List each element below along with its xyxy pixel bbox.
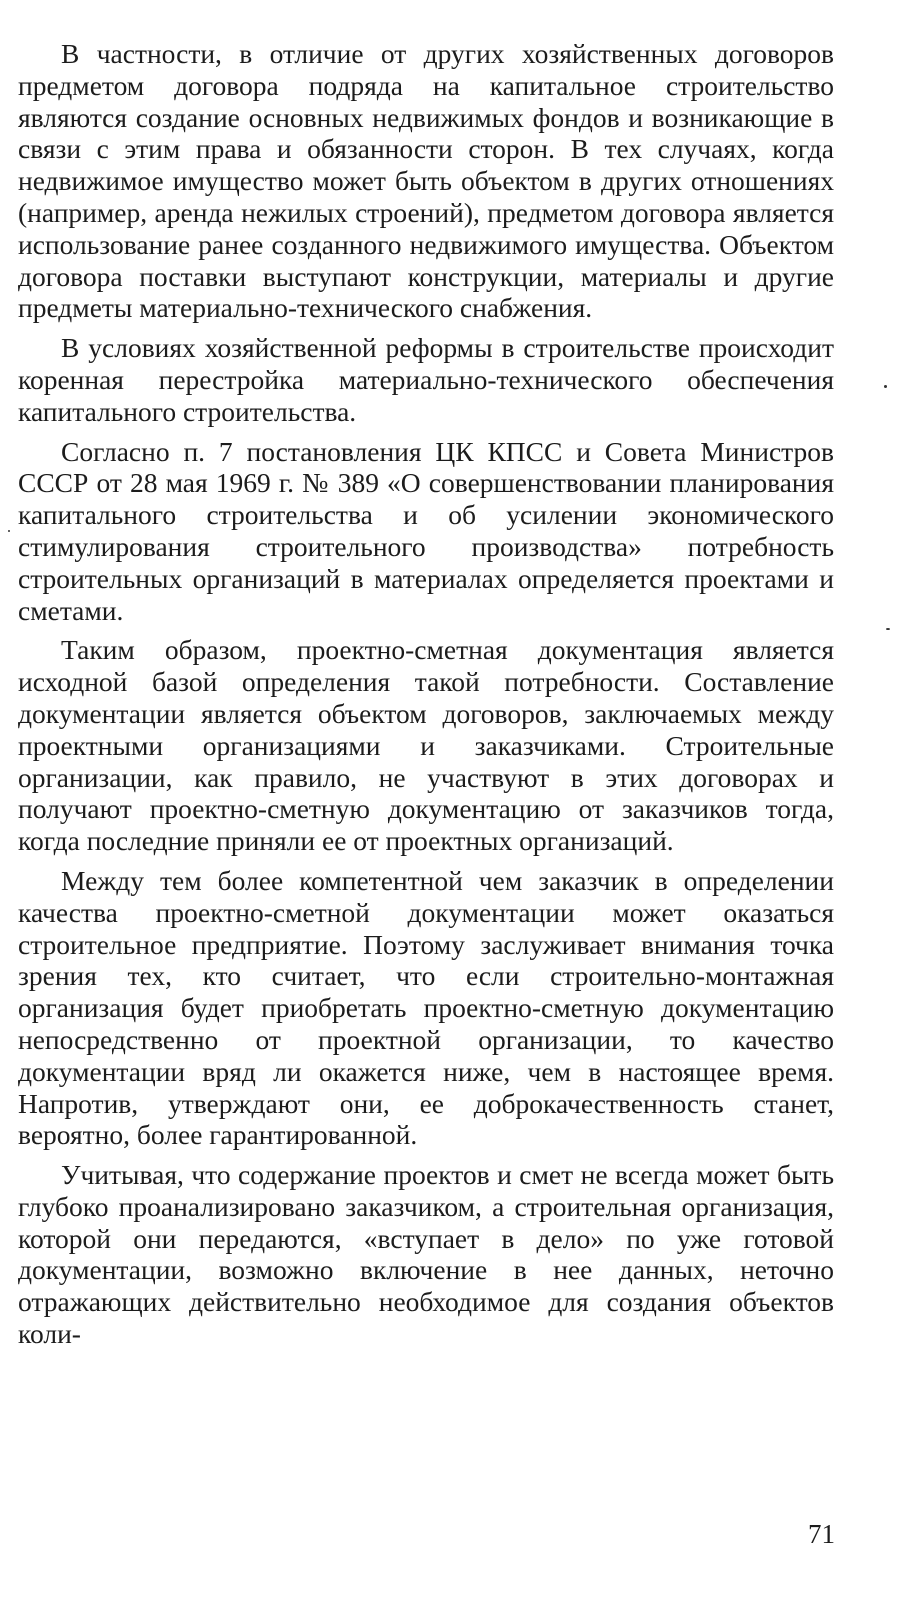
paragraph-3: Согласно п. 7 постановления ЦК КПСС и Совета Министров СССР от 28 мая 1969 г. № 389 «О совершенствовании планирования капитального строительства и об усилении экономического стимулирования строительного производства» потребность строительных организаций в материалах определяется проектами и сметами. [18, 435, 834, 626]
scan-speck [8, 530, 10, 532]
paragraph-4: Таким образом, проектно-сметная документация является исходной базой определения такой потребности. Составление документации является объектом договоров, заключаемых между проектными организациями и заказчиками. Строительные организации, как правило, не участвуют в этих договорах и получают проектно-сметную документацию от заказчиков тогда, когда последние приняли ее от проектных организаций. [18, 634, 834, 857]
page-number: 71 [808, 1519, 835, 1549]
scan-speck [886, 628, 890, 630]
paragraph-5: Между тем более компетентной чем заказчик в определении качества проектно-сметной документации может оказаться строительное предприятие. Поэтому заслуживает внимания точка зрения тех, кто считает, что если строительно-монтажная организация будет приобретать проектно-сметную документацию непосредственно от проектной организации, то качество документации вряд ли окажется ниже, чем в настоящее время. Напротив, утверждают они, ее доброкачественность станет, вероятно, более гарантированной. [18, 864, 834, 1151]
paragraph-2: В условиях хозяйственной реформы в строительстве происходит коренная перестройка материально-технического обеспечения капитального строительства. [18, 332, 834, 427]
paragraph-1: В частности, в отличие от других хозяйственных договоров предметом договора подряда на капитальное строительство являются создание основных недвижимых фондов и возникающие в связи с этим права и обязанности сторон. В тех случаях, когда недвижимое имущество может быть объектом в других отношениях (например, аренда нежилых строений), предметом договора является использование ранее созданного недвижимого имущества. Объектом договора поставки выступают конструкции, материалы и другие предметы материально-технического снабжения. [18, 38, 834, 324]
paragraph-6: Учитывая, что содержание проектов и смет не всегда может быть глубоко проанализировано заказчиком, а строительная организация, которой они передаются, «вступает в дело» по уже готовой документации, возможно включение в нее данных, неточно отражающих действительно необходимое для создания объектов коли- [18, 1159, 834, 1350]
page-body [18, 38, 834, 1358]
scan-speck [884, 385, 887, 388]
